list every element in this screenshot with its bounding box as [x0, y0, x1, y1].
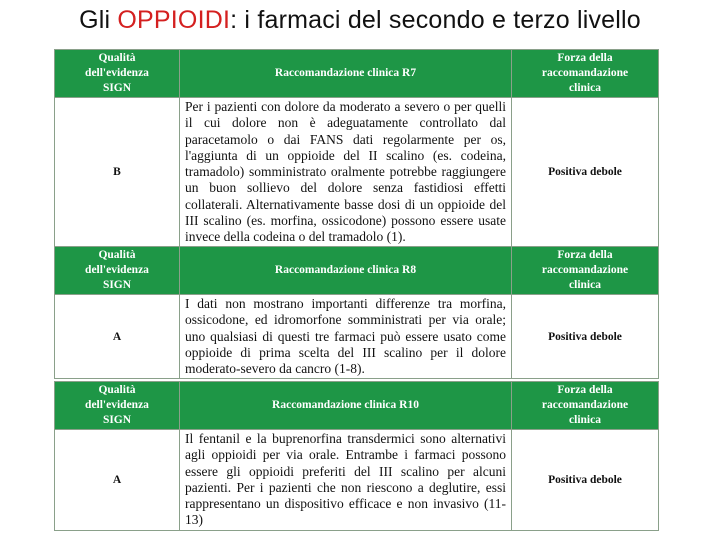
table-row	[55, 295, 659, 379]
table-header-row	[55, 382, 659, 430]
recommendation-table-r10	[54, 381, 659, 531]
header-recommendation: Raccomandazione clinica R10	[180, 382, 512, 430]
recommendation-strength: Positiva debole	[512, 430, 659, 531]
recommendation-table-r7	[54, 49, 659, 248]
header-recommendation: Raccomandazione clinica R7	[180, 50, 512, 98]
recommendation-text: Il fentanil e la buprenorfina transdermici sono alternativi agli oppioidi per via orale. Entrambe i farmaci possono essere gli oppioidi preferiti del III scalino per alcuni pazienti. Per i pazienti che non riescono a deglutire, essi rappresentano un dispositivo efficace e non invasivo (11-13)	[180, 430, 512, 531]
header-strength: Forza della raccomandazione clinica	[512, 247, 659, 295]
table-row	[55, 98, 659, 248]
title-suffix: : i farmaci del secondo e terzo livello	[230, 6, 641, 34]
recommendation-text: I dati non mostrano importanti differenze tra morfina, ossicodone, ed idromorfone somministrati per via orale; uno qualsiasi di questi tre farmaci può essere usato come oppioide di prima scelta del III scalino per il dolore moderato-severo da cancro (1-8).	[180, 295, 512, 379]
evidence-grade: B	[55, 98, 180, 248]
title-prefix: Gli	[79, 6, 118, 34]
header-quality: Qualità dell'evidenza SIGN	[55, 247, 180, 295]
header-strength: Forza della raccomandazione clinica	[512, 382, 659, 430]
slide-title	[0, 6, 720, 35]
recommendation-strength: Positiva debole	[512, 98, 659, 248]
table-row	[55, 430, 659, 531]
header-quality: Qualità dell'evidenza SIGN	[55, 50, 180, 98]
recommendation-text: Per i pazienti con dolore da moderato a severo o per quelli il cui dolore non è adeguatamente controllato dal paracetamolo o dai FANS dati regolarmente per os, l'aggiunta di un oppioide del II scalino (es. codeina, tramadolo) somministrato oralmente potrebbe raggiungere un buon sollievo del dolore senza fastidiosi effetti collaterali. Alternativamente basse dosi di un oppioide del III scalino (es. morfina, ossicodone) possono essere usate invece della codeina o del tramadolo (1).	[180, 98, 512, 248]
title-highlight: OPPIOIDI	[117, 6, 231, 34]
evidence-grade: A	[55, 295, 180, 379]
header-quality: Qualità dell'evidenza SIGN	[55, 382, 180, 430]
table-header-row	[55, 50, 659, 98]
header-recommendation: Raccomandazione clinica R8	[180, 247, 512, 295]
recommendation-table-r8	[54, 246, 659, 379]
header-strength: Forza della raccomandazione clinica	[512, 50, 659, 98]
table-header-row	[55, 247, 659, 295]
evidence-grade: A	[55, 430, 180, 531]
recommendation-strength: Positiva debole	[512, 295, 659, 379]
